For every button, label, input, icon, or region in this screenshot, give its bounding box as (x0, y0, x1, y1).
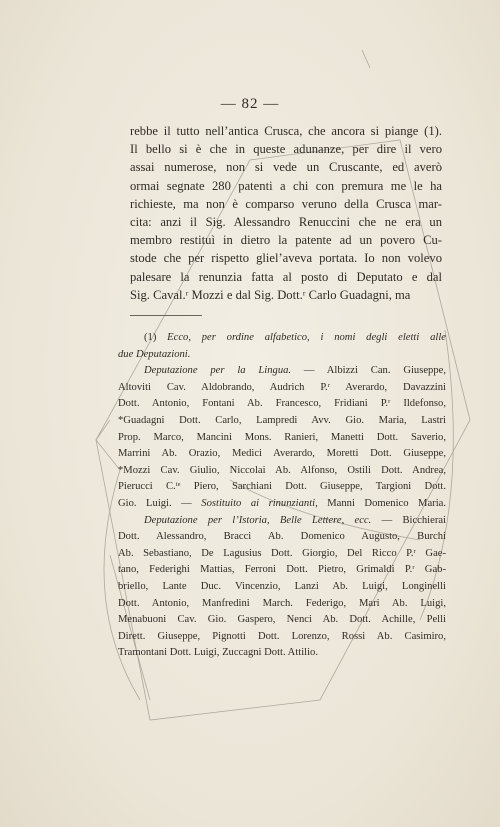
footnote-line: Altoviti Cav. Aldobrando, Audrich P.ʳ Averardo, Davazzini (118, 381, 446, 393)
footnote-separator (130, 315, 202, 316)
footnote-line: due Deputazioni. (118, 348, 191, 360)
page-number: — 82 — (220, 96, 280, 112)
text-line: assai numerose, non si vede un Cruscante, ed averò (130, 160, 442, 175)
footnote-line: Dott. Alessandro, Bracci Ab. Domenico Augusto, Burchi (118, 531, 446, 543)
substitute-label: Sostituito ai rinunzianti, (201, 497, 318, 509)
text-line: membro restituì in dietro la patente ad un povero Cu- (130, 233, 442, 248)
text-line: richieste, ma non è comparso veruno della Crusca mar- (130, 196, 442, 211)
footnote-line (118, 363, 446, 380)
footnote-text: — Bicchierai (371, 514, 446, 526)
footnote-line: Menabuoni Cav. Gio. Gaspero, Nenci Ab. Dott. Achille, Pelli (118, 614, 446, 626)
footnote (118, 330, 446, 662)
text-line: stode che per rispetto gliel’aveva portata. Io non volevo (130, 251, 442, 266)
text-line: cita: anzi il Sig. Alessandro Renuccini che ne era un (130, 215, 442, 230)
footnote-line: *Guadagni Dott. Carlo, Lampredi Avv. Gio. Maria, Lastri (118, 414, 446, 426)
footnote-line: briello, Lante Duc. Vincenzio, Lanzi Ab. Luigi, Longinelli (118, 580, 446, 592)
section-heading-lingua: Deputazione per la Lingua. (144, 365, 292, 377)
footnote-line: Tramontani Dott. Luigi, Zuccagni Dott. Attilio. (118, 647, 318, 659)
footnote-line: Ab. Sebastiano, De Lagusius Dott. Giorgio, Del Ricco P.ʳ Gae- (118, 547, 446, 559)
text-line: ormai segnate 280 patenti a chi con premura me le ha (130, 178, 442, 193)
footnote-text: Gio. Luigi. — (118, 497, 202, 509)
footnote-line: *Mozzi Cav. Giulio, Niccolai Ab. Alfonso, Ostili Dott. Andrea, (118, 464, 446, 476)
footnote-intro: Ecco, per ordine alfabetico, i nomi degli eletti alle (167, 332, 446, 343)
footnote-line: Dirett. Giuseppe, Pignotti Dott. Lorenzo, Rossi Ab. Casimiro, (118, 630, 446, 642)
section-heading-storia: Deputazione per l’Istoria, Belle Lettere, ecc. (144, 514, 372, 526)
substitute-name: Manni Domenico Maria. (317, 497, 446, 509)
footnote-line (118, 513, 446, 530)
footnote-text: — Albizzi Can. Giuseppe, (291, 365, 446, 377)
text-line: rebbe il tutto nell’antica Crusca, che ancora si piange (1). (130, 124, 442, 138)
main-text (130, 122, 442, 304)
footnote-line (118, 496, 446, 513)
footnote-line: Pierucci C.ᵗᵉ Piero, Sarchiani Dott. Giuseppe, Targioni Dott. (118, 481, 446, 493)
footnote-line: Dott. Antonio, Fontani Ab. Francesco, Fridiani P.ʳ Ildefonso, (118, 398, 446, 410)
text-line: Sig. Caval.ʳ Mozzi e dal Sig. Dott.ʳ Carlo Guadagni, ma (130, 287, 411, 302)
footnote-line (118, 330, 446, 347)
text-line: Il bello si è che in queste adunanze, per dire il vero (130, 142, 442, 157)
footnote-line: Marrini Ab. Orazio, Medici Averardo, Moretti Dott. Giuseppe, (118, 448, 446, 460)
footnote-marker: (1) (144, 332, 168, 343)
footnote-line: Dott. Antonio, Manfredini March. Federigo, Mari Ab. Luigi, (118, 597, 446, 609)
text-line: palesare la renunzia fatta al posto di Deputato e dal (130, 269, 442, 284)
footnote-line: Prop. Marco, Mancini Mons. Ranieri, Manetti Dott. Saverio, (118, 431, 446, 443)
footnote-line: tano, Federighi Mattias, Ferroni Dott. Pietro, Grimaldi P.ʳ Gab- (118, 564, 446, 576)
